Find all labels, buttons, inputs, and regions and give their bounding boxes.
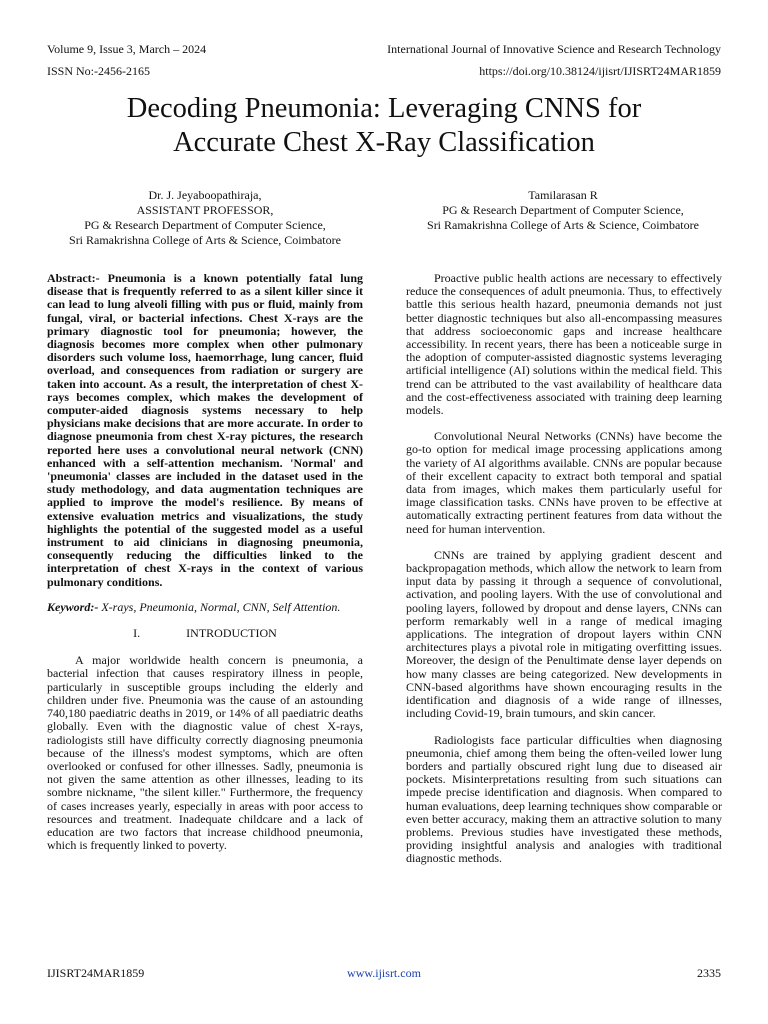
body-paragraph: Radiologists face particular difficulties when diagnosing pneumonia, chief among them being the often-veiled lower lung borders and partially obscured right lung due to diseased air pockets. Misinterpretations resulting from such situations can impede precise identification and diagnosis. When compared to human evaluations, deep learning techniques show comparable or even better accuracy, making them an attractive solution to many problems. Previous studies have investigated these methods, providing insightful analysis and analogies with traditional diagnostic methods.	[406, 732, 722, 866]
body-paragraph: Convolutional Neural Networks (CNNs) have become the go-to option for medical image processing applications among the variety of AI algorithms available. CNNs are popular because of their excellent capacity to extract both temporal and spatial data from images, which makes them particularly useful for image classification tasks. CNNs have proven to be effective at automatically extracting pertinent features from data without the need for human intervention.	[406, 429, 722, 536]
doi-link[interactable]: https://doi.org/10.38124/ijisrt/IJISRT24MAR1859	[479, 64, 721, 78]
footer-website-link[interactable]: www.ijisrt.com	[347, 966, 421, 980]
author-block-2	[398, 188, 728, 233]
paper-title	[40, 92, 728, 160]
section-number: I.	[133, 626, 141, 641]
author-department: PG & Research Department of Computer Science,	[442, 203, 684, 217]
author-role: ASSISTANT PROFESSOR,	[136, 203, 274, 217]
author-college: Sri Ramakrishna College of Arts & Science, Coimbatore	[427, 218, 699, 232]
author-name: Dr. J. Jeyaboopathiraja,	[148, 188, 262, 202]
body-paragraph: Proactive public health actions are necessary to effectively reduce the consequences of adult pneumonia. Thus, to effectively battle this serious health hazard, pneumonia demands not just better diagnostic techniques but also all-encompassing measures that address socioeconomic gaps and increase healthcare accessibility. In recent years, there has been a noticeable surge in the adoption of computer-assisted diagnostic systems leveraging artificial intelligence (AI) solutions within the medical field. This trend can be attributed to the vast availability of healthcare data and the cost-effectiveness associated with training deep learning models.	[406, 271, 722, 418]
author-college: Sri Ramakrishna College of Arts & Science, Coimbatore	[69, 233, 341, 247]
author-block-1	[40, 188, 370, 248]
journal-name: International Journal of Innovative Science and Research Technology	[387, 42, 721, 56]
right-column	[406, 272, 722, 879]
volume-issue: Volume 9, Issue 3, March – 2024	[47, 42, 207, 56]
intro-paragraph: A major worldwide health concern is pneumonia, a bacterial infection that causes respiratory illness in people, particularly in susceptible groups including the elderly and children under five. Pneumonia was the cause of an astounding 740,180 paediatric deaths in 2019, or 14% of all paediatric deaths globally. Even with the diagnostic value of chest X-rays, radiologists still have difficulty correctly diagnosing pneumonia because of the illness's modest symptoms, which are often overlooked or confused for other illnesses. Sadly, pneumonia is not given the same attention as other illnesses, leading to its sombre nickname, "the silent killer." Furthermore, the frequency of cases increases yearly, especially in areas with poor access to resources and treatment. Inadequate childcare and a lack of education are two factors that increase childhood pneumonia, which is frequently linked to poverty.	[47, 653, 363, 853]
title-line-2: Accurate Chest X-Ray Classification	[173, 127, 595, 158]
footer-paper-code: IJISRT24MAR1859	[47, 966, 145, 980]
author-name: Tamilarasan R	[528, 188, 598, 202]
title-line-1: Decoding Pneumonia: Leveraging CNNS for	[126, 93, 642, 124]
issn: ISSN No:-2456-2165	[47, 64, 151, 78]
abstract: Abstract:- Pneumonia is a known potentially fatal lung disease that is frequently referred to as a silent killer since it can lead to lung alveoli filling with pus or fluid, mainly from fungal, viral, or bacterial infections. Chest X-rays are the primary diagnostic tool for pneumonia; however, the diagnosis becomes more complex when other pulmonary disorders such volume loss, haemorrhage, lung cancer, fluid overload, and consequences from radiation or surgery are taken into account. As a result, the interpretation of chest X-rays becomes complex, which makes the development of computer-aided diagnosis systems necessary to help physicians make decisions that are more accurate. In order to diagnose pneumonia from chest X-ray pictures, the research reported here uses a convolutional neural network (CNN) enhanced with a self-attention mechanism. 'Normal' and 'pneumonia' classes are included in the dataset used in the study methodology, and data augmentation techniques are applied to improve the model's resilience. By means of extensive evaluation metrics and visualizations, the study highlights the potential of the suggested model as a useful instrument to aid clinicians in diagnosing pneumonia, consequently reducing the difficulties linked to the interpretation of chest X-rays in the context of various pulmonary conditions.	[47, 271, 363, 589]
author-department: PG & Research Department of Computer Science,	[84, 218, 326, 232]
section-heading	[47, 627, 363, 640]
keywords-text: X-rays, Pneumonia, Normal, CNN, Self Attention.	[98, 599, 341, 614]
keywords	[47, 601, 363, 614]
body-paragraph: CNNs are trained by applying gradient descent and backpropagation methods, which allow the network to learn from input data by passing it through a sequence of convolutional, activation, and pooling layers. With the use of convolutional and pooling layers, followed by dropout and dense layers, CNNs can perform remarkably well in a range of medical imaging applications. The integration of dropout layers within CNN architectures plays a pivotal role in mitigating overfitting issues. Moreover, the design of the Penultimate dense layer depends on how many classes are being categorized. New developments in CNN-based algorithms have shown encouraging results in the identification and diagnosis of a wide range of illnesses, including Covid-19, brain tumours, and skin cancer.	[406, 547, 722, 721]
section-title: INTRODUCTION	[186, 626, 277, 641]
left-column	[47, 272, 363, 865]
page-number: 2335	[697, 966, 721, 980]
keywords-label: Keyword:-	[47, 599, 99, 614]
